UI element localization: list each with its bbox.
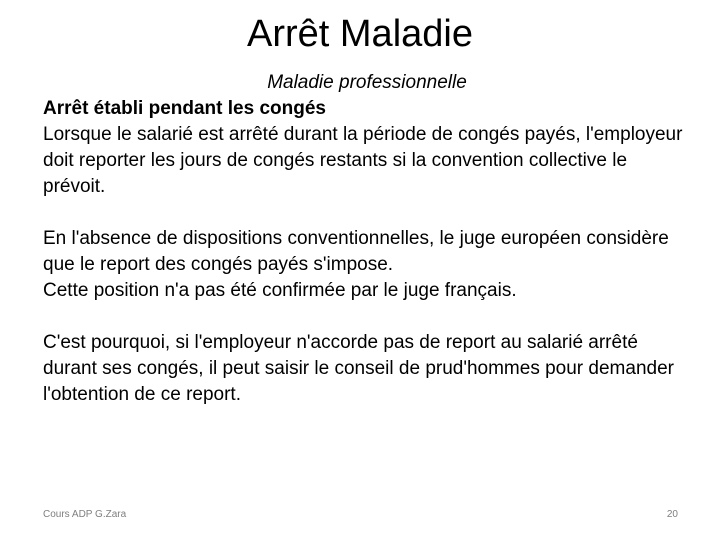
paragraph-1: Lorsque le salarié est arrêté durant la période de congés payés, l'employeur doit reporter les jours de congés restants si la convention collective le prévoit. (43, 124, 683, 197)
slide-subtitle: Maladie professionnelle (267, 72, 467, 93)
paragraph-4: C'est pourquoi, si l'employeur n'accorde pas de report au salarié arrêté durant ses congés, il peut saisir le conseil de prud'hommes pour demander l'obtention de ce report. (43, 332, 674, 405)
paragraph-gap (43, 304, 683, 330)
paragraph-gap (43, 200, 683, 226)
footer-page-number: 20 (666, 509, 678, 520)
paragraph-2: En l'absence de dispositions conventionnelles, le juge européen considère que le report des congés payés s'impose. (43, 228, 669, 275)
footer-course-label: Cours ADP G.Zara (43, 509, 127, 520)
paragraph-3: Cette position n'a pas été confirmée par le juge français. (43, 280, 517, 301)
section-heading: Arrêt établi pendant les congés (43, 98, 326, 119)
slide-title: Arrêt Maladie (247, 13, 473, 55)
slide-content (43, 70, 683, 408)
